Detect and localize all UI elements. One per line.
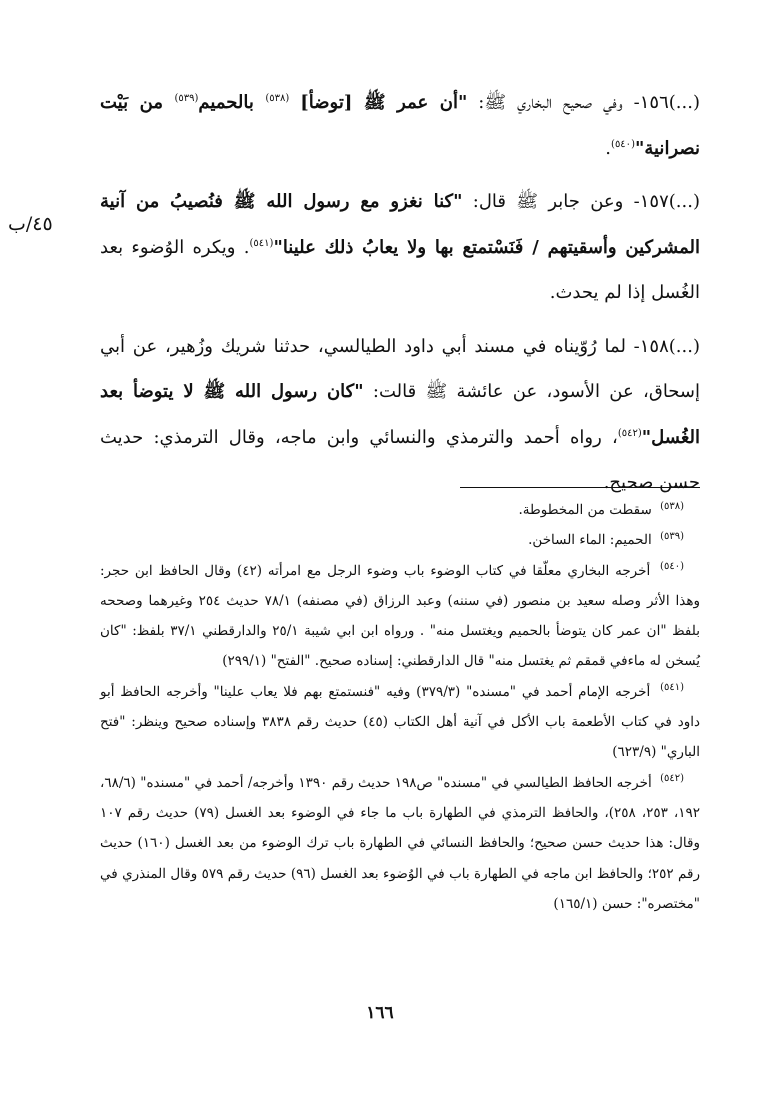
footnotes bbox=[100, 495, 700, 919]
footnote-539 bbox=[100, 525, 700, 555]
footnote-ref-541: (٥٤١) bbox=[249, 237, 274, 249]
margin-folio-note: ٤٥/ب bbox=[8, 213, 53, 235]
para-156-quote-a: "أن عمر ﷺ [توضأ] bbox=[300, 92, 468, 113]
para-156-prefix: (...)١٥٦- وفي صحيح البخاري ﷺ: bbox=[467, 92, 700, 113]
para-157-prefix: (...)١٥٧- وعن جابر ﷺ قال: bbox=[462, 191, 700, 212]
footnote-541 bbox=[100, 677, 700, 768]
footnote-ref-539: (٥٣٩) bbox=[174, 93, 199, 104]
para-158-quote: "كان رسول الله ﷺ لا يتوضأ بعد الغُسل" bbox=[100, 381, 700, 448]
footnote-541-text: أخرجه الإمام أحمد في "مسنده" (٣٧٩/٣) وفيه "فنستمتع بهم فلا يعاب علينا" وأخرجه الحافظ أبو داود في كتاب الأطعمة باب الأكل في آنية أهل الكتاب (٤٥) حديث رقم ٣٨٣٨ وإسناده صحيح وينظر: "فتح الباري" (٦٢٣/٩) bbox=[100, 683, 700, 761]
para-156-quote-c: من بَيْت نصرانية" bbox=[100, 92, 700, 159]
para-158-rest: ، رواه أحمد والترمذي والنسائي وابن ماجه، وقال الترمذي: حديث حسن صحيح. bbox=[100, 426, 700, 493]
footnote-538-number: (٥٣٨) bbox=[660, 500, 684, 512]
footnote-542 bbox=[100, 768, 700, 919]
main-text bbox=[100, 80, 700, 506]
footnote-separator bbox=[460, 487, 700, 488]
footnote-540-number: (٥٤٠) bbox=[660, 561, 684, 573]
footnote-539-number: (٥٣٩) bbox=[660, 530, 684, 542]
footnote-538 bbox=[100, 495, 700, 525]
para-158-prefix: (...)١٥٨- لما رُوّيناه في مسند أبي داود الطيالسي، حدثنا شريك وزُهير، عن أبي إسحاق، عن الأسود، عن عائشة ﷺ قالت: bbox=[100, 335, 701, 402]
footnote-540 bbox=[100, 556, 700, 677]
page-number: ١٦٦ bbox=[366, 1003, 394, 1023]
footnote-ref-540: (٥٤٠) bbox=[611, 138, 635, 150]
footnote-541-number: (٥٤١) bbox=[660, 682, 684, 694]
footnote-542-number: (٥٤٢) bbox=[660, 773, 684, 785]
footnote-539-text: الحميم: الماء الساخن. bbox=[528, 532, 652, 549]
paragraph-156 bbox=[100, 80, 700, 171]
para-157-rest: . ويكره الوُضوء بعد الغُسل إذا لم يحدث. bbox=[100, 236, 700, 303]
paragraph-158 bbox=[100, 324, 700, 506]
footnote-542-text: أخرجه الحافظ الطيالسي في "مسنده" ص١٩٨ حديث رقم ١٣٩٠ وأخرجه/ أحمد في "مسنده" (٦٨/٦، ١٩٢، ٢٥٣، ٢٥٨)، والحافظ الترمذي في الطهارة باب ما جاء في الوضوء بعد الغسل (٧٩) حديث رقم ١٠٧ وقال: هذا حديث حسن صحيح؛ والحافظ النسائي في الطهارة باب ترك الوضوء من بعد الغسل (١٦٠) حديث رقم ٢٥٢؛ والحافظ ابن ماجه في الطهارة باب في الوُضوء بعد الغسل (٩٦) حديث رقم ٥٧٩ وقال المنذري في "مختصره": حسن (١٦٥/١) bbox=[100, 774, 701, 912]
footnote-ref-542: (٥٤٢) bbox=[617, 427, 642, 439]
para-156-end: . bbox=[605, 137, 612, 159]
para-157-quote: "كنا نغزو مع رسول الله ﷺ فنُصيبُ من آنية المشركين وأسقيتهم / فَنَسْتمتع بها ولا يعابُ ذلك علينا" bbox=[100, 191, 700, 258]
paragraph-157 bbox=[100, 179, 700, 316]
footnote-538-text: سقطت من المخطوطة. bbox=[518, 502, 652, 518]
footnote-ref-538: (٥٣٨) bbox=[265, 93, 290, 104]
para-156-quote-b: بالحميم bbox=[198, 92, 266, 113]
footnote-540-text: أخرجه البخاري معلّقا في كتاب الوضوء باب وضوء الرجل مع امرأته (٤٢) وقال الحافظ ابن حجر: وهذا الأثر وصله سعيد بن منصور (في سننه) وعبد الرزاق (في مصنفه) ٧٨/١ حديث ٢٥٤ وغيرهما وصححه بلفظ "ان عمر كان يتوضأ بالحميم ويغتسل منه" . ورواه ابن ابي شيبة ٢٥/١ والدارقطني ٣٧/١ بلفظ: "كان يُسخن له ماءفي قمقم ثم يغتسل منه" قال الدارقطني: إسناده صحيح. "الفتح" (٢٩٩/١) bbox=[100, 562, 700, 670]
